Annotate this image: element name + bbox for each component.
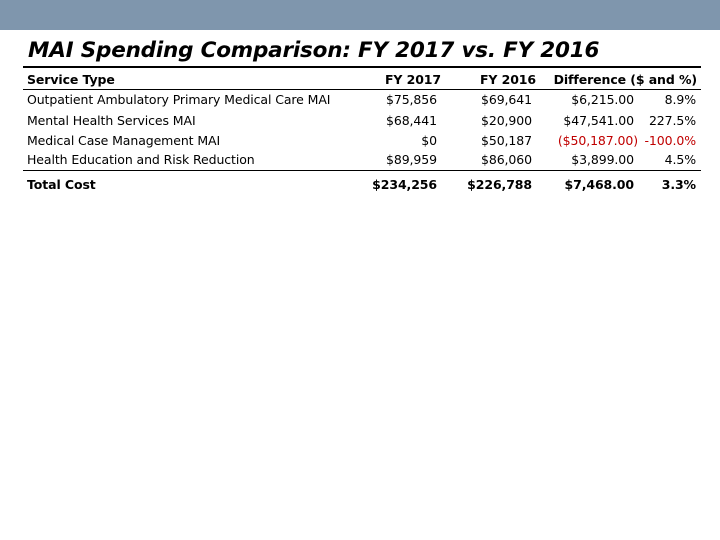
total-rule xyxy=(23,170,701,171)
row-fy2016: $69,641 xyxy=(481,92,532,107)
row-fy2016: $86,060 xyxy=(481,152,532,167)
page-title: MAI Spending Comparison: FY 2017 vs. FY 2016 xyxy=(28,38,600,63)
total-label: Total Cost xyxy=(27,177,96,192)
row-diff-percent: 8.9% xyxy=(664,92,696,107)
row-diff-percent: -100.0% xyxy=(644,133,696,148)
header-service-type: Service Type xyxy=(27,72,115,87)
row-fy2017: $75,856 xyxy=(386,92,437,107)
row-service: Outpatient Ambulatory Primary Medical Care MAI xyxy=(27,92,331,107)
total-fy2016: $226,788 xyxy=(467,177,532,192)
row-fy2016: $50,187 xyxy=(481,133,532,148)
total-fy2017: $234,256 xyxy=(372,177,437,192)
row-diff-amount: ($50,187.00) xyxy=(557,133,638,148)
header-difference: Difference ($ and %) xyxy=(553,72,697,87)
row-fy2017: $68,441 xyxy=(386,113,437,128)
header-fy2017: FY 2017 xyxy=(384,72,441,87)
total-diff-percent: 3.3% xyxy=(661,177,696,192)
total-diff-amount: $7,468.00 xyxy=(564,177,634,192)
header-fy2016: FY 2016 xyxy=(479,72,536,87)
row-service: Mental Health Services MAI xyxy=(27,113,196,128)
row-diff-amount: $3,899.00 xyxy=(571,152,634,167)
row-fy2017: $89,959 xyxy=(386,152,437,167)
header-rule xyxy=(23,89,701,90)
row-service: Medical Case Management MAI xyxy=(27,133,221,148)
row-diff-amount: $6,215.00 xyxy=(571,92,634,107)
row-fy2016: $20,900 xyxy=(481,113,532,128)
row-fy2017: $0 xyxy=(421,133,437,148)
row-service: Health Education and Risk Reduction xyxy=(27,152,255,167)
row-diff-percent: 4.5% xyxy=(664,152,696,167)
row-diff-percent: 227.5% xyxy=(648,113,696,128)
row-diff-amount: $47,541.00 xyxy=(563,113,634,128)
